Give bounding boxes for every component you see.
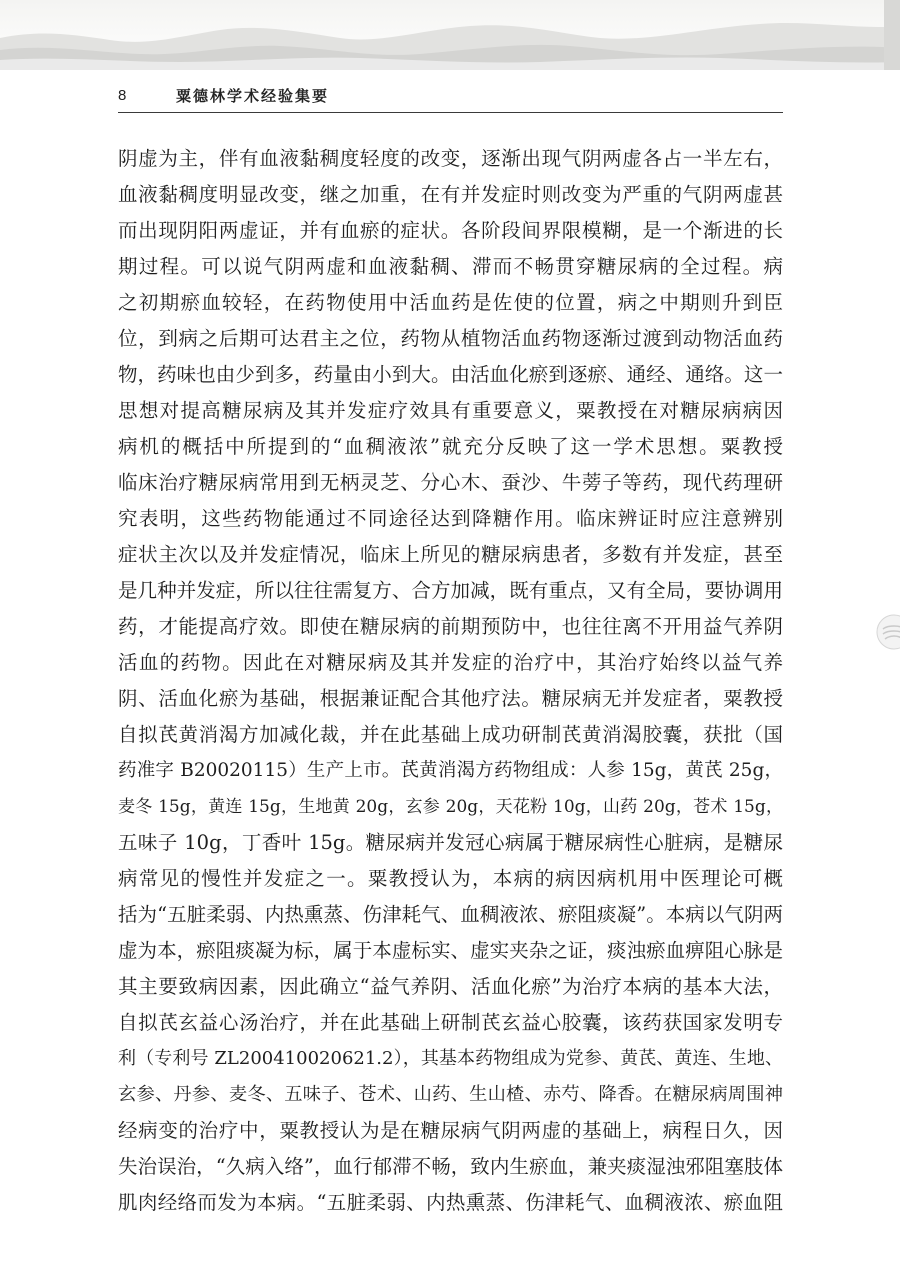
text-line: 虚为本，瘀阻痰凝为标，属于本虚标实、虚实夹杂之证，痰浊瘀血痹阻心脉是 <box>118 939 783 962</box>
text-line: 利（专利号 ZL200410020621.2），其基本药物组成为党参、黄芪、黄连、生地、 <box>118 1048 783 1069</box>
text-line: 玄参、丹参、麦冬、五味子、苍术、山药、生山楂、赤芍、降香。在糖尿病周围神 <box>118 1084 783 1105</box>
text-line: 麦冬 15g，黄连 15g，生地黄 20g，玄参 20g，天花粉 10g，山药 20g，苍术 15g， <box>118 797 783 817</box>
text-line: 临床治疗糖尿病常用到无柄灵芝、分心木、蚕沙、牛蒡子等药，现代药理研 <box>118 471 783 494</box>
mountain-landscape-icon <box>0 0 900 70</box>
text-line: 药，才能提高疗效。即使在糖尿病的前期预防中，也往往离不开用益气养阴 <box>118 615 783 638</box>
text-line: 药准字 B20020115）生产上市。芪黄消渴方药物组成：人参 15g，黄芪 25g， <box>118 760 783 781</box>
text-line: 其主要致病因素，因此确立“益气养阴、活血化瘀”为治疗本病的基本大法， <box>118 975 783 998</box>
text-line: 期过程。可以说气阴两虚和血液黏稠、滞而不畅贯穿糖尿病的全过程。病 <box>118 255 783 278</box>
text-line: 之初期瘀血较轻，在药物使用中活血药是佐使的位置，病之中期则升到臣 <box>118 291 783 314</box>
text-line: 括为“五脏柔弱、内热熏蒸、伤津耗气、血稠液浓、瘀阻痰凝”。本病以气阴两 <box>118 903 783 926</box>
landscape-banner <box>0 0 900 70</box>
page-header <box>118 84 783 110</box>
body-text <box>118 141 783 1221</box>
watermark-seal-icon <box>874 612 900 652</box>
text-line: 自拟芪黄消渴方加减化裁，并在此基础上成功研制芪黄消渴胶囊，获批（国 <box>118 723 783 746</box>
text-line: 病常见的慢性并发症之一。粟教授认为，本病的病因病机用中医理论可概 <box>118 867 783 890</box>
text-line: 五味子 10g，丁香叶 15g。糖尿病并发冠心病属于糖尿病性心脏病，是糖尿 <box>118 831 783 854</box>
running-title: 粟德林学术经验集要 <box>176 87 330 105</box>
text-line: 自拟芪玄益心汤治疗，并在此基础上研制芪玄益心胶囊，该药获国家发明专 <box>118 1011 783 1034</box>
text-line: 失治误治，“久病入络”，血行郁滞不畅，致内生瘀血，兼夹痰湿浊邪阻塞肢体 <box>118 1155 783 1178</box>
header-divider <box>118 112 783 113</box>
text-line: 症状主次以及并发症情况，临床上所见的糖尿病患者，多数有并发症，甚至 <box>118 543 783 566</box>
text-line: 思想对提高糖尿病及其并发症疗效具有重要意义，粟教授在对糖尿病病因 <box>118 399 783 422</box>
page-number: 8 <box>118 87 127 104</box>
text-line: 阴、活血化瘀为基础，根据兼证配合其他疗法。糖尿病无并发症者，粟教授 <box>118 687 783 710</box>
text-line: 经病变的治疗中，粟教授认为是在糖尿病气阴两虚的基础上，病程日久，因 <box>118 1119 783 1142</box>
text-line: 肌肉经络而发为本病。“五脏柔弱、内热熏蒸、伤津耗气、血稠液浓、瘀血阻 <box>118 1191 783 1214</box>
text-line: 物，药味也由少到多，药量由小到大。由活血化瘀到逐瘀、通经、通络。这一 <box>118 363 783 386</box>
text-line: 血液黏稠度明显改变，继之加重，在有并发症时则改变为严重的气阴两虚甚 <box>118 183 783 206</box>
text-line: 病机的概括中所提到的“血稠液浓”就充分反映了这一学术思想。粟教授 <box>118 435 783 458</box>
text-line: 究表明，这些药物能通过不同途径达到降糖作用。临床辨证时应注意辨别 <box>118 507 783 530</box>
text-line: 位，到病之后期可达君主之位，药物从植物活血药物逐渐过渡到动物活血药 <box>118 327 783 350</box>
text-line: 活血的药物。因此在对糖尿病及其并发症的治疗中，其治疗始终以益气养 <box>118 651 783 674</box>
text-line: 阴虚为主，伴有血液黏稠度轻度的改变，逐渐出现气阴两虚各占一半左右， <box>118 147 783 170</box>
text-line: 是几种并发症，所以往往需复方、合方加减，既有重点，又有全局，要协调用 <box>118 579 783 602</box>
text-line: 而出现阴阳两虚证，并有血瘀的症状。各阶段间界限模糊，是一个渐进的长 <box>118 219 783 242</box>
